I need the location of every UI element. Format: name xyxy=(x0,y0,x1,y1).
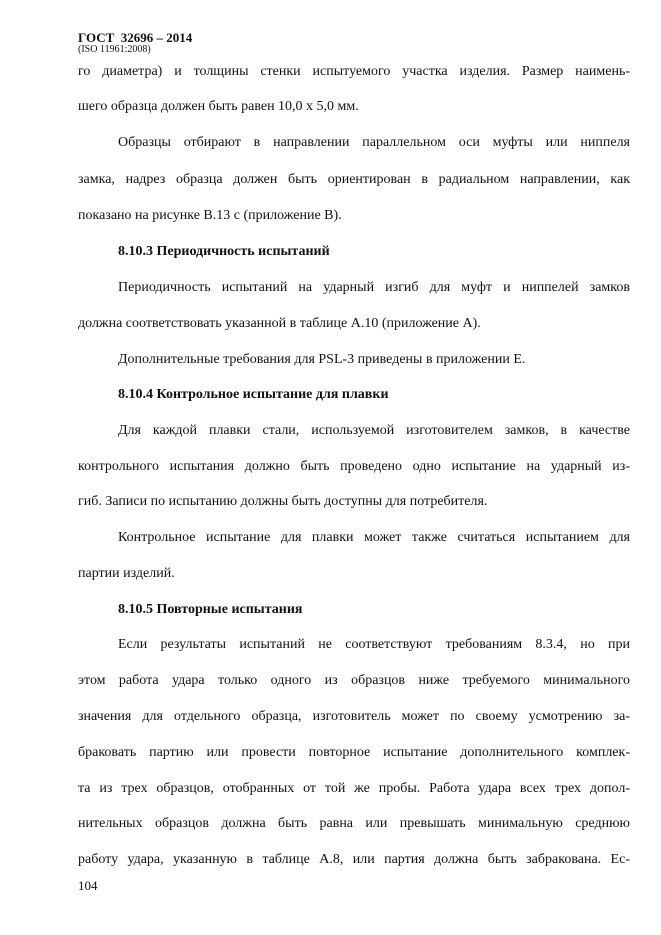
paragraph-line: Если результаты испытаний не соответствуют требованиям 8.3.4, но при xyxy=(118,637,630,652)
paragraph-line: работу удара, указанную в таблице А.8, или партия должна быть забракована. Ес- xyxy=(78,852,630,867)
paragraph-line: партии изделий. xyxy=(78,566,175,581)
paragraph-line: должна соответствовать указанной в таблице А.10 (приложение А). xyxy=(78,316,481,331)
paragraph-line: браковать партию или провести повторное испытание дополнительного комплек- xyxy=(78,745,630,760)
iso-reference: (ISO 11961:2008) xyxy=(78,44,151,55)
paragraph-line: гиб. Записи по испытанию должны быть доступны для потребителя. xyxy=(78,494,488,509)
section-heading: 8.10.5 Повторные испытания xyxy=(118,602,303,617)
paragraph-line: Периодичность испытаний на ударный изгиб для муфт и ниппелей замков xyxy=(118,280,630,295)
paragraph-line: этом работа удара только одного из образцов ниже требуемого минимального xyxy=(78,673,630,688)
paragraph-line: Образцы отбирают в направлении параллельном оси муфты или ниппеля xyxy=(118,135,630,150)
standard-designation: ГОСТ 32696 – 2014 xyxy=(78,30,193,45)
paragraph-line: Контрольное испытание для плавки может также считаться испытанием для xyxy=(118,530,630,545)
paragraph-line: значения для отдельного образца, изготовитель может по своему усмотрению за- xyxy=(78,709,630,724)
paragraph-line: го диаметра) и толщины стенки испытуемого участка изделия. Размер наимень- xyxy=(78,64,630,79)
section-heading: 8.10.4 Контрольное испытание для плавки xyxy=(118,387,389,402)
paragraph-line: Дополнительные требования для PSL-3 приведены в приложении Е. xyxy=(118,352,526,367)
paragraph-line: та из трех образцов, отобранных от той же пробы. Работа удара всех трех допол- xyxy=(78,781,630,796)
paragraph-line: шего образца должен быть равен 10,0 х 5,0 мм. xyxy=(78,99,359,114)
section-heading: 8.10.3 Периодичность испытаний xyxy=(118,244,330,259)
paragraph-line: замка, надрез образца должен быть ориентирован в радиальном направлении, как xyxy=(78,172,630,187)
paragraph-line: показано на рисунке В.13 с (приложение В). xyxy=(78,208,342,223)
paragraph-line: Для каждой плавки стали, используемой изготовителем замков, в качестве xyxy=(118,423,630,438)
paragraph-line: нительных образцов должна быть равна или превышать минимальную среднюю xyxy=(78,816,630,831)
page-number: 104 xyxy=(78,878,98,893)
paragraph-line: контрольного испытания должно быть проведено одно испытание на ударный из- xyxy=(78,459,630,474)
